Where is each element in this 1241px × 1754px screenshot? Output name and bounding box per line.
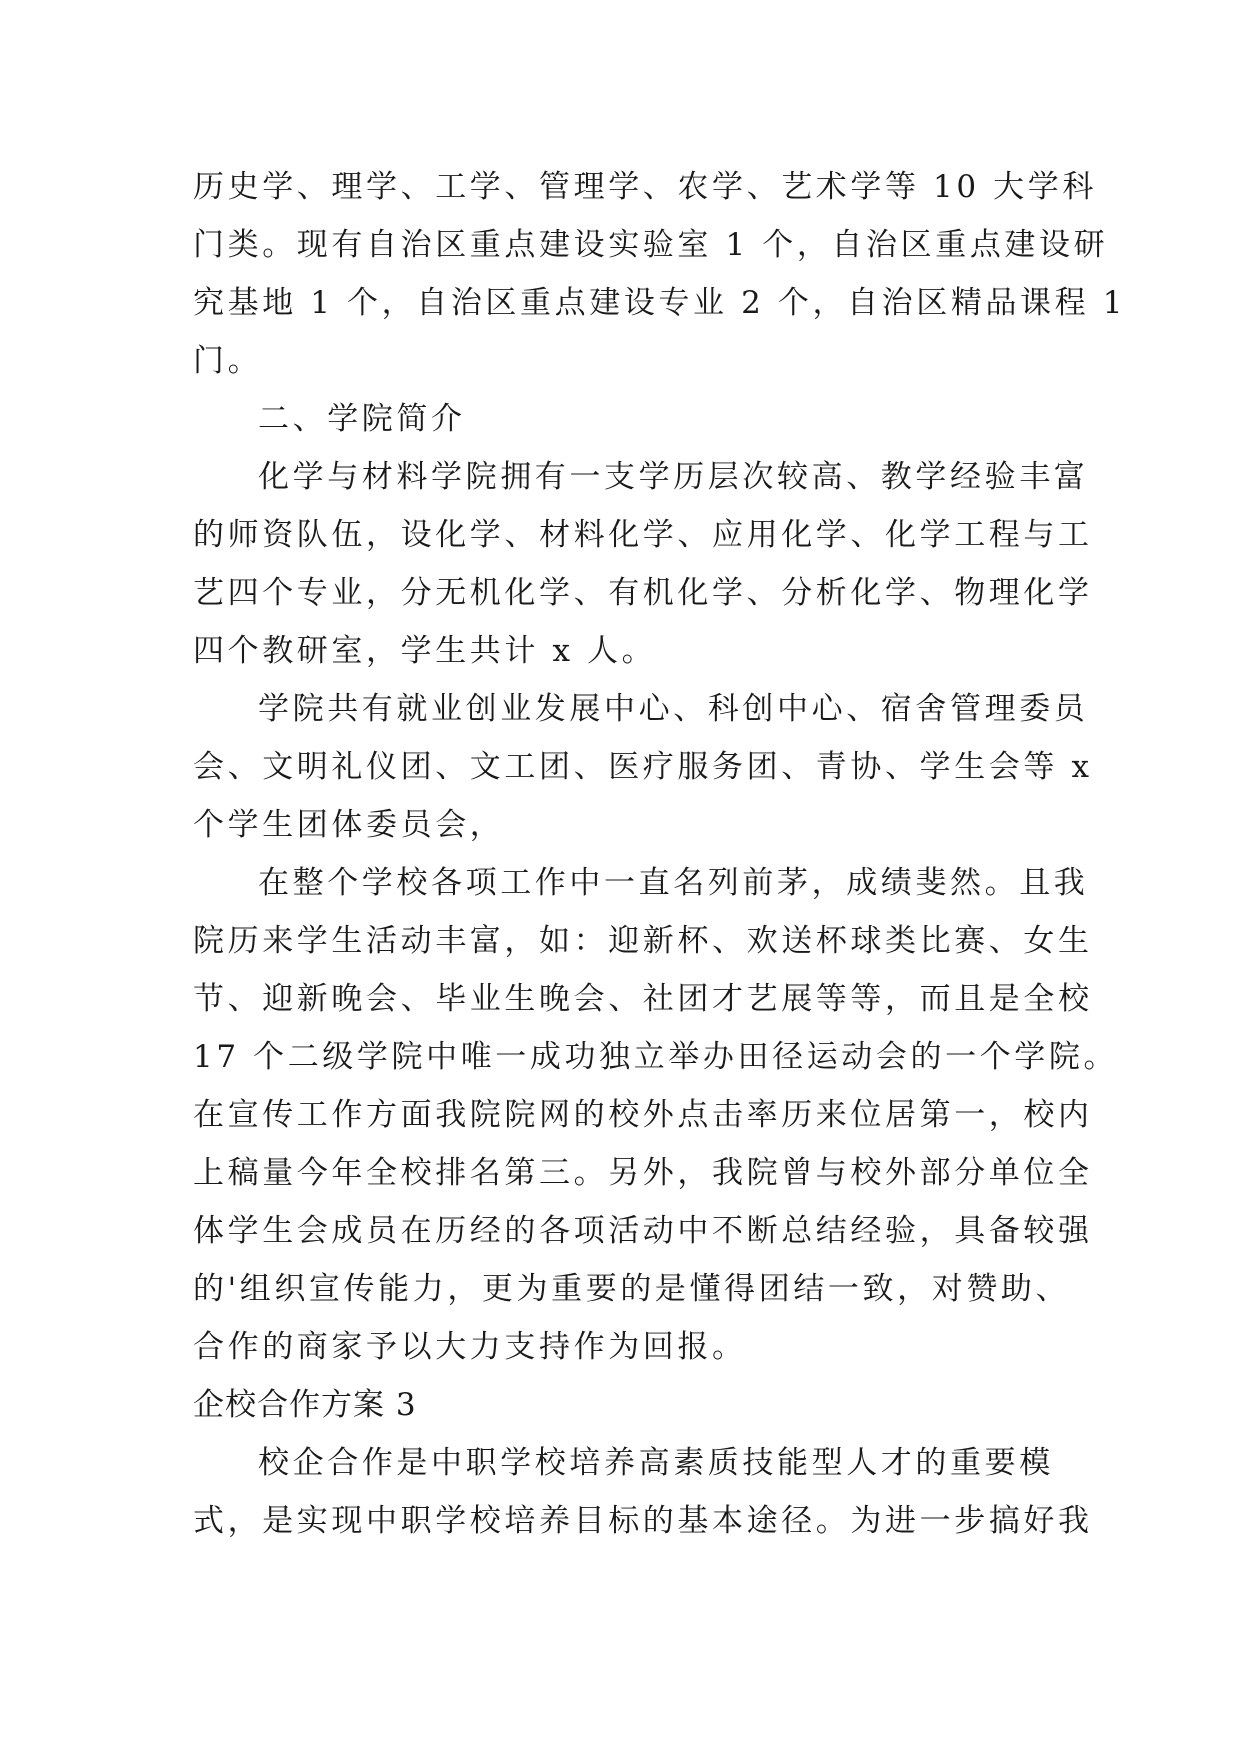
text-line: 四个教研室，学生共计 x 人。	[193, 633, 657, 669]
paragraph-faculty	[193, 448, 1093, 680]
text-line: 的师资队伍，设化学、材料化学、应用化学、化学工程与工	[193, 517, 1093, 553]
paragraph-student-groups	[193, 680, 1093, 854]
paragraph-cooperation	[193, 1434, 1093, 1550]
text-line: 究基地 1 个，自治区重点建设专业 2 个，自治区精品课程 1	[193, 285, 1127, 321]
heading-college-intro	[193, 390, 1063, 448]
text-line: 门类。现有自治区重点建设实验室 1 个，自治区重点建设研	[193, 227, 1109, 263]
text-line: 节、迎新晚会、毕业生晚会、社团才艺展等等，而且是全校	[193, 981, 1093, 1017]
text-line: 校企合作是中职学校培养高素质技能型人才的重要模	[258, 1445, 1054, 1481]
text-line: 上稿量今年全校排名第三。另外，我院曾与校外部分单位全	[193, 1155, 1093, 1191]
text-line: 的'组织宣传能力，更为重要的是懂得团结一致，对赞助、	[193, 1271, 1071, 1307]
section-title-plan-3	[193, 1376, 1063, 1434]
paragraph-disciplines	[193, 158, 1127, 390]
section-title: 企校合作方案 3	[193, 1387, 417, 1423]
text-line: 在宣传工作方面我院院网的校外点击率历来位居第一，校内	[193, 1097, 1093, 1133]
text-line: 体学生会成员在历经的各项活动中不断总结经验，具备较强	[193, 1213, 1093, 1249]
text-line: 艺四个专业，分无机化学、有机化学、分析化学、物理化学	[193, 575, 1093, 611]
text-line: 院历来学生活动丰富，如：迎新杯、欢送杯球类比赛、女生	[193, 923, 1093, 959]
section-heading: 二、学院简介	[258, 401, 466, 437]
text-line: 门。	[193, 343, 263, 379]
text-line: 化学与材料学院拥有一支学历层次较高、教学经验丰富	[258, 459, 1089, 495]
text-line: 合作的商家予以大力支持作为回报。	[193, 1329, 747, 1365]
text-line: 式，是实现中职学校培养目标的基本途径。为进一步搞好我	[193, 1503, 1093, 1539]
paragraph-achievements	[193, 854, 1119, 1376]
text-line: 个学生团体委员会，	[193, 807, 505, 843]
text-line: 在整个学校各项工作中一直名列前茅，成绩斐然。且我	[258, 865, 1089, 901]
text-line: 学院共有就业创业发展中心、科创中心、宿舍管理委员	[258, 691, 1089, 727]
document-page	[193, 158, 1127, 1550]
text-line: 历史学、理学、工学、管理学、农学、艺术学等 10 大学科	[193, 169, 1097, 205]
text-line: 会、文明礼仪团、文工团、医疗服务团、青协、学生会等 x	[193, 749, 1093, 785]
text-line: 17 个二级学院中唯一成功独立举办田径运动会的一个学院。	[193, 1039, 1119, 1075]
